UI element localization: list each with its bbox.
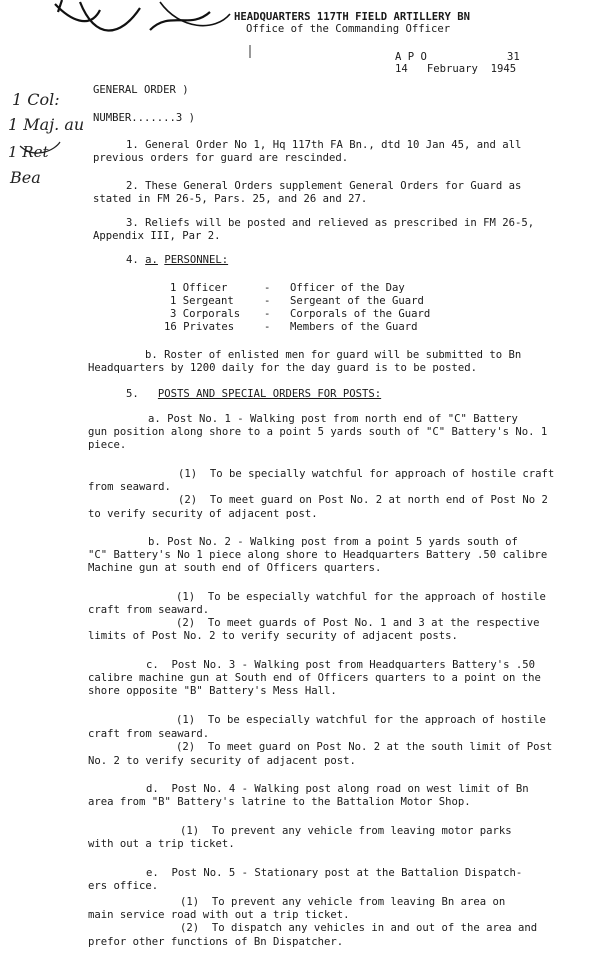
post-b-order-2b: limits of Post No. 2 to verify security of adjacent posts. — [88, 630, 458, 642]
post-e-order-1: (1) To prevent any vehicle from leaving Bn area on — [180, 896, 506, 908]
post-e-order-1b: main service road with out a trip ticket. — [88, 909, 350, 921]
para-3-line-2: Appendix III, Par 2. — [93, 230, 221, 242]
personnel-dash: - — [264, 321, 271, 333]
para-1-line-1: 1. General Order No 1, Hq 117th FA Bn., dtd 10 Jan 45, and all — [126, 139, 522, 151]
para-5-heading — [126, 388, 381, 401]
para-2-line-2: stated in FM 26-5, Pars. 25, and 26 and 27. — [93, 193, 368, 205]
personnel-role: Corporals of the Guard — [290, 308, 431, 320]
personnel-dash: - — [264, 282, 271, 294]
document-date: 14 February 1945 — [395, 63, 517, 75]
margin-note-2: 1 Maj. au — [8, 115, 85, 134]
post-a-line-1: a. Post No. 1 - Walking post from north end of "C" Battery — [148, 413, 518, 425]
para-4-number: 4. — [126, 254, 139, 266]
post-c-order-2b: No. 2 to verify security of adjacent post. — [88, 755, 356, 767]
post-b-order-1: (1) To be especially watchful for the approach of hostile — [176, 591, 546, 603]
personnel-role: Officer of the Day — [290, 282, 405, 294]
post-d-order-1b: with out a trip ticket. — [88, 838, 235, 850]
para-3-line-1: 3. Reliefs will be posted and relieved as prescribed in FM 26-5, — [126, 217, 535, 229]
personnel-count: 16 Privates — [164, 321, 235, 333]
post-a-order-1: (1) To be specially watchful for approach of hostile craft — [178, 468, 555, 480]
apo-label: A P O — [395, 51, 427, 63]
para-4b-line-1: b. Roster of enlisted men for guard will be submitted to Bn — [145, 349, 522, 361]
personnel-count: 3 Corporals — [170, 308, 241, 320]
personnel-count: 1 Sergeant — [170, 295, 234, 307]
margin-note-3: 1 Ret — [8, 143, 49, 161]
post-a-order-1b: from seaward. — [88, 481, 171, 493]
post-d-order-1: (1) To prevent any vehicle from leaving motor parks — [180, 825, 512, 837]
personnel-dash: - — [264, 295, 271, 307]
general-order-label: GENERAL ORDER ) — [93, 84, 189, 96]
post-b-order-2: (2) To meet guards of Post No. 1 and 3 at the respective — [176, 617, 540, 629]
post-e-order-2b: prefor other functions of Bn Dispatcher. — [88, 936, 344, 948]
post-e-line-2: ers office. — [88, 880, 159, 892]
margin-note-1: 1 Col: — [12, 90, 60, 109]
post-e-line-1: e. Post No. 5 - Stationary post at the Battalion Dispatch- — [146, 867, 523, 879]
para-4-sub: a. — [145, 254, 158, 266]
para-2-line-1: 2. These General Orders supplement General Orders for Guard as — [126, 180, 522, 192]
post-c-line-3: shore opposite "B" Battery's Mess Hall. — [88, 685, 337, 697]
post-b-line-3: Machine gun at south end of Officers quarters. — [88, 562, 382, 574]
para-4-heading — [126, 254, 228, 267]
post-c-order-1: (1) To be especially watchful for the approach of hostile — [176, 714, 546, 726]
personnel-role: Sergeant of the Guard — [290, 295, 424, 307]
post-c-line-1: c. Post No. 3 - Walking post from Headquarters Battery's .50 — [146, 659, 536, 671]
post-b-line-1: b. Post No. 2 - Walking post from a point 5 yards south of — [148, 536, 518, 548]
para-5-number: 5. — [126, 388, 139, 400]
post-a-order-2: (2) To meet guard on Post No. 2 at north end of Post No 2 — [178, 494, 548, 506]
para-4b-line-2: Headquarters by 1200 daily for the day guard is to be posted. — [88, 362, 478, 374]
letterhead-line1: HEADQUARTERS 117TH FIELD ARTILLERY BN — [234, 11, 470, 23]
post-e-order-2: (2) To dispatch any vehicles in and out of the area and — [180, 922, 538, 934]
post-c-line-2: calibre machine gun at South end of Officers quarters to a point on the — [88, 672, 541, 684]
para-1-line-2: previous orders for guard are rescinded. — [93, 152, 349, 164]
posts-title: POSTS AND SPECIAL ORDERS FOR POSTS: — [157, 388, 382, 400]
post-a-order-2b: to verify security of adjacent post. — [88, 508, 318, 520]
general-order-number: NUMBER.......3 ) — [93, 112, 196, 124]
personnel-dash: - — [264, 308, 271, 320]
post-b-line-2: "C" Battery's No 1 piece along shore to Headquarters Battery .50 calibre — [88, 549, 548, 561]
post-a-line-2: gun position along shore to a point 5 yards south of "C" Battery's No. 1 — [88, 426, 548, 438]
post-a-line-3: piece. — [88, 439, 127, 451]
post-c-order-2: (2) To meet guard on Post No. 2 at the south limit of Post — [176, 741, 553, 753]
post-d-line-2: area from "B" Battery's latrine to the Battalion Motor Shop. — [88, 796, 471, 808]
post-c-order-1b: craft from seaward. — [88, 728, 210, 740]
personnel-role: Members of the Guard — [290, 321, 418, 333]
post-b-order-1b: craft from seaward. — [88, 604, 210, 616]
post-d-line-1: d. Post No. 4 - Walking post along road on west limit of Bn — [146, 783, 529, 795]
personnel-title: PERSONNEL: — [164, 254, 229, 266]
margin-note-4: Bea — [10, 168, 41, 187]
letterhead-line2: Office of the Commanding Officer — [246, 23, 451, 35]
personnel-count: 1 Officer — [170, 282, 228, 294]
apo-number: 31 — [507, 51, 520, 63]
